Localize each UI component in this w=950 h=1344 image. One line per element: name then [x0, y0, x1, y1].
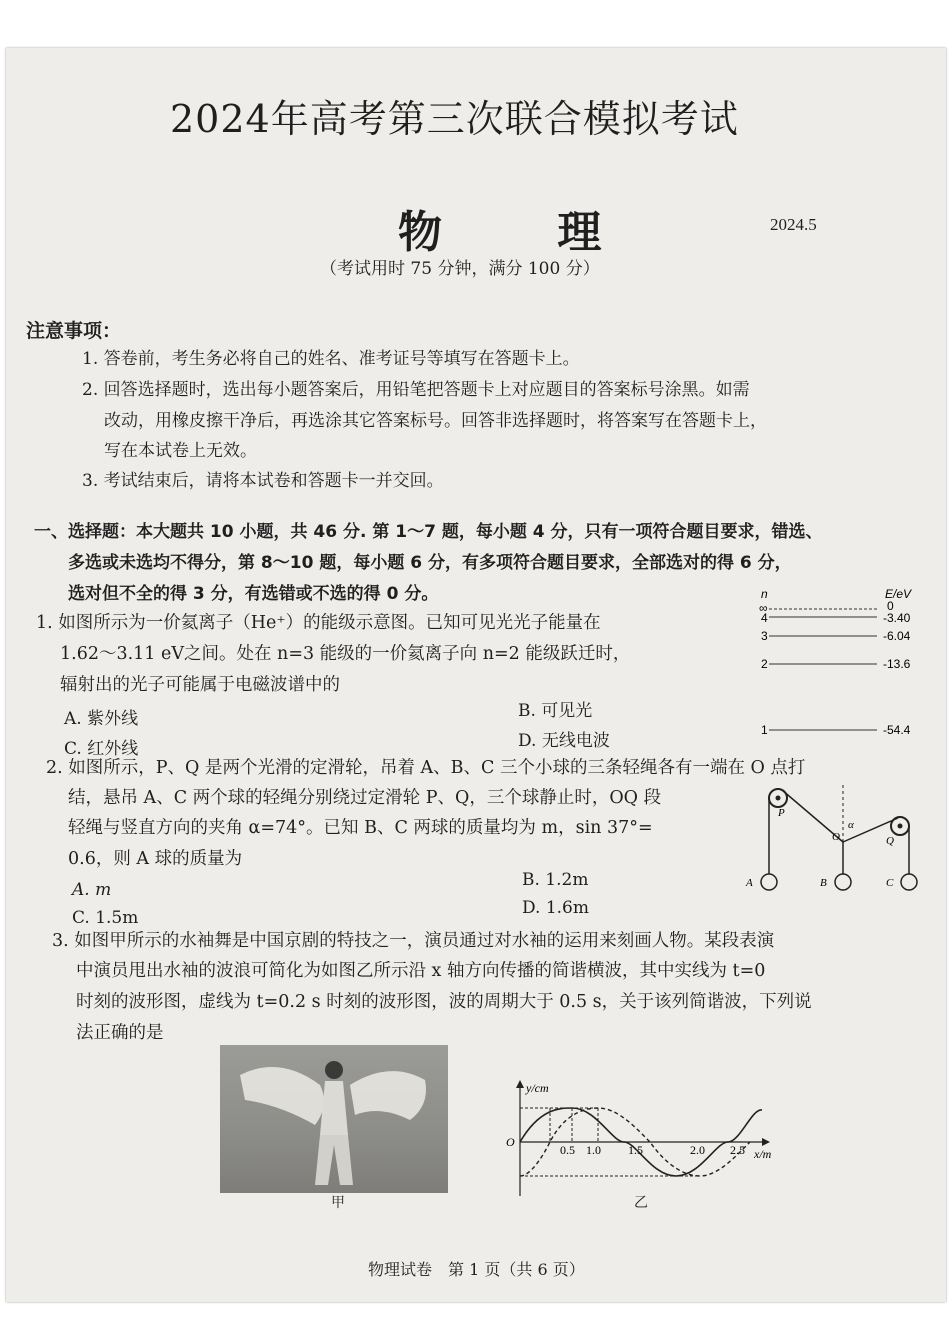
level-n: 3	[761, 629, 768, 643]
question-2-option-b: B. 1.2m	[522, 870, 589, 890]
question-2-option-c: C. 1.5m	[72, 908, 139, 928]
question-1-option-a: A. 紫外线	[64, 709, 139, 729]
question-3-text: 时刻的波形图，虚线为 t=0.2 s 时刻的波形图，波的周期大于 0.5 s，关于该列简谐波，下列说	[76, 992, 812, 1012]
level-e: -13.6	[883, 657, 911, 671]
page-footer: 物理试卷 第 1 页（共 6 页）	[368, 1260, 585, 1279]
n-axis-label: n	[761, 587, 768, 601]
x-axis-label: x/m	[754, 1147, 772, 1161]
question-3-text: 法正确的是	[76, 1023, 164, 1043]
energy-level-diagram	[755, 584, 935, 744]
subject-title: 物 理	[398, 207, 652, 258]
label-c: C	[886, 877, 894, 889]
question-2-text: 结，悬吊 A、C 两个球的轻绳分别绕过定滑轮 P、Q，三个球静止时，OQ 段	[68, 788, 662, 808]
section-instruction: 多选或未选均不得分，第 8～10 题，每小题 6 分，有多项符合题目要求，全部选对的得 6 分，	[68, 553, 792, 573]
level-e: -6.04	[883, 629, 911, 643]
question-3-text: 3. 如图甲所示的水袖舞是中国京剧的特技之一，演员通过对水袖的运用来刻画人物。某段表演	[52, 931, 775, 951]
level-n: 4	[761, 611, 768, 625]
question-1-text: 1. 如图所示为一价氦离子（He⁺）的能级示意图。已知可见光光子能量在	[36, 613, 601, 633]
question-2-text: 0.6，则 A 球的质量为	[68, 849, 243, 869]
question-1-option-b: B. 可见光	[518, 701, 593, 721]
level-e: -54.4	[883, 723, 911, 737]
notice-heading: 注意事项：	[26, 320, 122, 342]
label-o: O	[832, 831, 840, 843]
label-alpha: α	[848, 819, 854, 831]
figure-b-caption: 乙	[634, 1195, 648, 1211]
question-1-text: 辐射出的光子可能属于电磁波谱中的	[60, 675, 340, 695]
notice-item: 改动，用橡皮擦干净后，再选涂其它答案标号。回答非选择题时，将答案写在答题卡上，	[104, 411, 767, 431]
notice-item: 2. 回答选择题时，选出每小题答案后，用铅笔把答题卡上对应题目的答案标号涂黑。如需	[82, 380, 750, 400]
x-axis-arrow	[762, 1138, 770, 1146]
notice-item: 1. 答卷前，考生务必将自己的姓名、准考证号等填写在答题卡上。	[82, 349, 580, 369]
question-2-text: 轻绳与竖直方向的夹角 α=74°。已知 B、C 两球的质量均为 m，sin 37°=	[68, 818, 653, 838]
y-axis-arrow	[516, 1080, 524, 1088]
label-q: Q	[886, 835, 894, 847]
label-b: B	[820, 877, 827, 889]
x-tick-label: 1.0	[586, 1143, 601, 1157]
notice-item: 写在本试卷上无效。	[104, 441, 257, 461]
x-tick-label: 0.5	[560, 1143, 575, 1157]
figure-a-caption: 甲	[331, 1195, 345, 1211]
question-2-option-a: A. m	[72, 880, 112, 900]
section-instruction: 一、选择题：本大题共 10 小题，共 46 分. 第 1～7 题，每小题 4 分，只有一项符合题目要求，错选、	[34, 522, 823, 542]
ball-a	[761, 874, 777, 890]
ball-b	[835, 874, 851, 890]
level-n: 1	[761, 723, 768, 737]
ball-c	[901, 874, 917, 890]
level-e: 0	[887, 599, 894, 613]
energy-axis-label: E/eV	[885, 587, 912, 601]
question-2-option-d: D. 1.6m	[522, 898, 589, 918]
notice-item: 3. 考试结束后，请将本试卷和答题卡一并交回。	[82, 471, 444, 491]
origin-label: O	[506, 1135, 515, 1149]
label-p: P	[778, 807, 785, 819]
exam-title: 2024年高考第三次联合模拟考试	[170, 97, 739, 141]
exam-duration: （考试用时 75 分钟，满分 100 分）	[320, 259, 600, 279]
question-2-text: 2. 如图所示，P、Q 是两个光滑的定滑轮，吊着 A、B、C 三个小球的三条轻绳各有一端在 O 点打	[46, 758, 806, 778]
exam-date: 2024.5	[770, 215, 817, 234]
x-tick-label: 1.5	[628, 1143, 643, 1157]
question-1-option-d: D. 无线电波	[518, 731, 610, 751]
level-n: ∞	[759, 601, 768, 615]
question-1-option-c: C. 红外线	[64, 739, 139, 759]
x-tick-label: 2.5	[730, 1143, 745, 1157]
pulley-diagram	[740, 780, 930, 898]
section-instruction: 选对但不全的得 3 分，有选错或不选的得 0 分。	[68, 584, 439, 604]
label-a: A	[746, 877, 753, 889]
level-n: 2	[761, 657, 768, 671]
y-axis-label: y/cm	[526, 1081, 549, 1095]
water-sleeve-dance-photo	[220, 1045, 448, 1193]
x-tick-label: 2.0	[690, 1143, 705, 1157]
level-e: -3.40	[883, 611, 911, 625]
question-3-text: 中演员甩出水袖的波浪可简化为如图乙所示沿 x 轴方向传播的简谐横波，其中实线为 t=0	[76, 961, 766, 981]
question-1-text: 1.62～3.11 eV之间。处在 n=3 能级的一价氦离子向 n=2 能级跃迁时，	[60, 644, 631, 664]
